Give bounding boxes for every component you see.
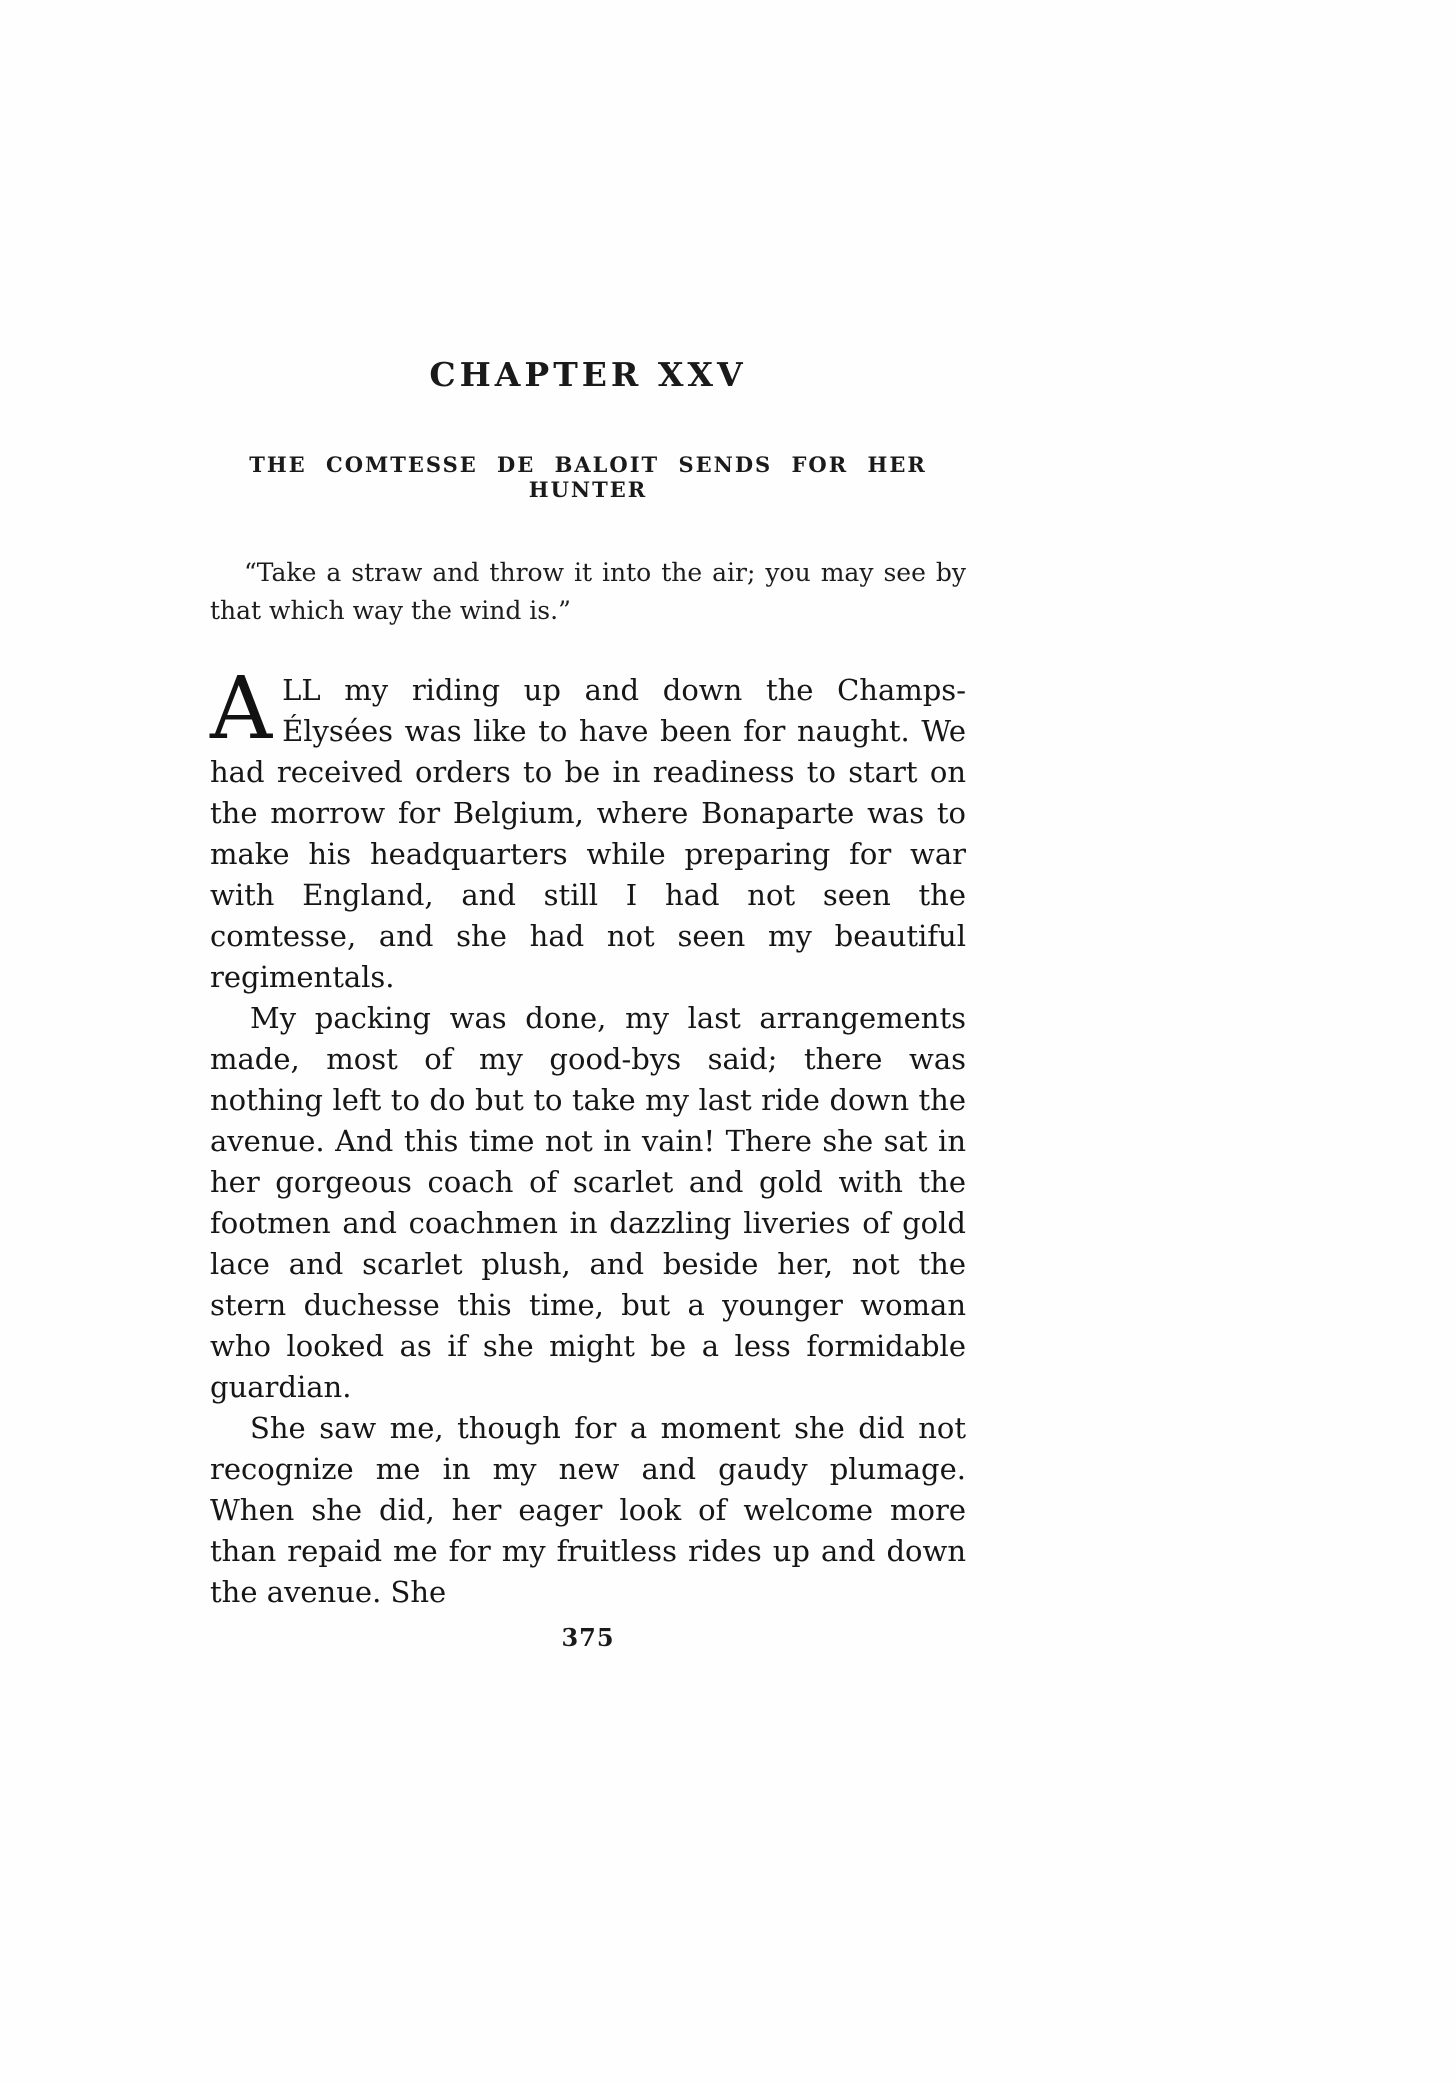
epigraph-quote: “Take a straw and throw it into the air; you may see by that which way the wind is.” — [210, 558, 966, 625]
paragraph-text: LL my riding up and down the Champs-Élysées was like to have been for naught. We had received orders to be in readiness to start on the morrow for Belgium, where Bonaparte was to make his headquarters while preparing for war with England, and still I had not seen the comtesse, and she had not seen my beautiful regimentals. — [210, 673, 966, 994]
chapter-heading: CHAPTER XXV — [429, 355, 747, 394]
page-number: 375 — [561, 1623, 615, 1652]
chapter-subtitle: THE COMTESSE DE BALOIT SENDS FOR HER HUNTER — [249, 452, 927, 502]
paragraph: She saw me, though for a moment she did not recognize me in my new and gaudy plumage. When she did, her eager look of welcome more than repaid me for my fruitless rides up and down the avenue. She — [210, 1411, 966, 1609]
paragraph-first — [210, 659, 966, 998]
text-block — [210, 355, 966, 1652]
paragraph: My packing was done, my last arrangements made, most of my good-bys said; there was nothing left to do but to take my last ride down the avenue. And this time not in vain! There she sat in her gorgeous coach of scarlet and gold with the footmen and coachmen in dazzling liveries of gold lace and scarlet plush, and beside her, not the stern duchesse this time, but a younger woman who looked as if she might be a less formidable guardian. — [210, 1001, 966, 1404]
drop-cap: A — [210, 659, 273, 759]
